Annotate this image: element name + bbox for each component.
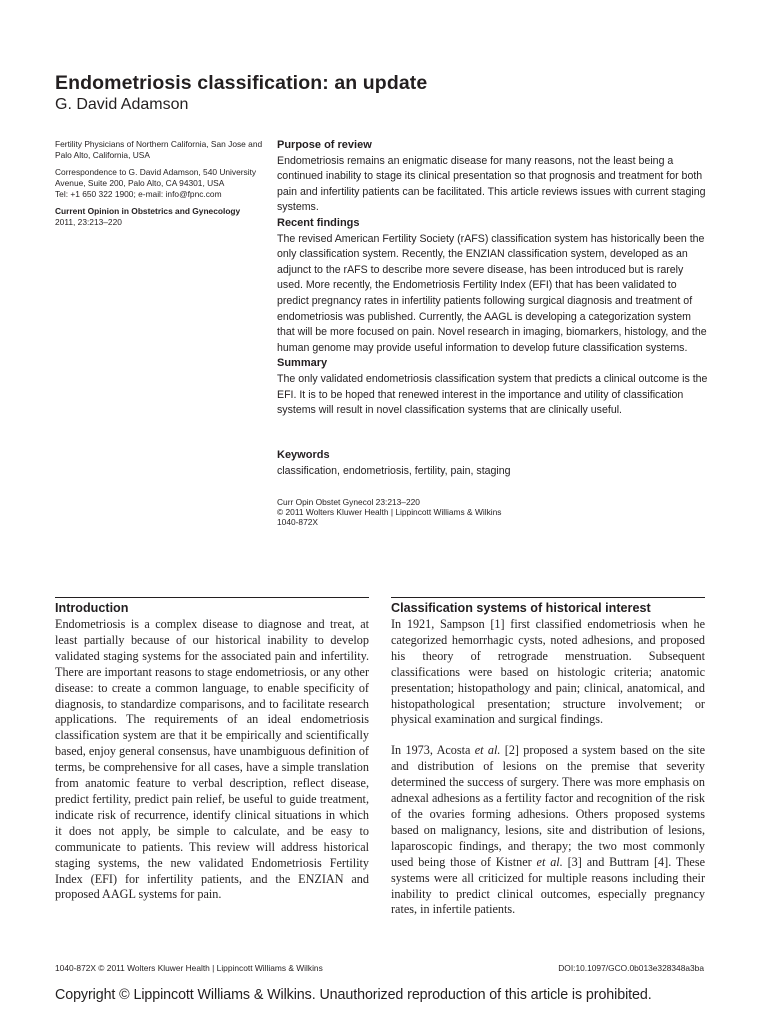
abstract (277, 138, 709, 419)
citation-block (277, 498, 501, 527)
keywords-heading: Keywords (277, 449, 330, 461)
affiliation-block (55, 139, 270, 234)
copyright-notice: Copyright © Lippincott Williams & Wilkins. Unauthorized reproduction of this article is prohibited. (55, 987, 652, 1003)
historical-heading: Classification systems of historical interest (391, 601, 651, 615)
historical-para-2: In 1973, Acosta et al. [2] proposed a system based on the site and distribution of lesions on the premise that severity determined the success of surgery. There was more emphasis on adnexal adhesions as a fertility factor and recognition of the risk of the ovaries forming adhesions. Others proposed systems based on malignancy, lesions, site and distribution of lesions, laparoscopic findings, and therapy; the two most commonly used being those of Kistner et al. [3] and Buttram [4]. These systems were all criticized for multiple reasons including their inability to predict clinical outcomes, especially pregnancy rates, in infertile patients. (391, 743, 706, 917)
article-title: Endometriosis classification: an update (55, 72, 428, 94)
citation-line: 1040-872X (277, 516, 318, 527)
journal-ref: 2011, 23:213–220 (55, 217, 122, 227)
author-name: G. David Adamson (55, 96, 189, 113)
introduction-heading: Introduction (55, 601, 129, 615)
summary-text: The only validated endometriosis classification system that predicts a clinical outcome is the EFI. It is to be hoped that renewed interest in the importance and utility of classification systems will result in novel classification systems that are clinically useful. (277, 372, 708, 417)
section-rule (391, 597, 705, 598)
correspondence-contact: Tel: +1 650 322 1900; e-mail: info@fpnc.com (55, 189, 222, 199)
correspondence-address: Correspondence to G. David Adamson, 540 University Avenue, Suite 200, Palo Alto, CA 94301, USA (55, 167, 257, 188)
historical-column (391, 601, 705, 933)
footer-doi: DOI:10.1097/GCO.0b013e328348a3ba (558, 963, 704, 973)
summary-heading: Summary (277, 357, 328, 370)
footer-issn: 1040-872X © 2011 Wolters Kluwer Health | Lippincott Williams & Wilkins (55, 963, 323, 973)
introduction-text: Endometriosis is a complex disease to diagnose and treat, at least partially because of our historical inability to develop validated staging systems for the associated pain and infertility. There are important reasons to stage endometriosis, or any other disease: to create a common language, to enable specificity of diagnosis, to standardize comparisons, and to facilitate research applications. The requirements of an ideal endometriosis classification system are that it be empirically and scientifically based, enjoy general consensus, have unambiguous definition of terms, be comprehensive for all cases, have a simple translation from anatomic feature to verbal description, reflect disease, predict fertility, predict pain relief, be useful to guide treatment, indicate risk of recurrence, identify clinical situations in which it does not apply, be simple to calculate, and be easy to communicate to patients. This review will address historical staging systems, the new validated Endometriosis Fertility Index (EFI) for infertility patients, and the ENZIAN and proposed AAGL systems for pain. (55, 617, 369, 902)
findings-text: The revised American Fertility Society (rAFS) classification system has historically been the only classification system. Recently, the ENZIAN classification system, developed as an adjunct to the rAFS to describe more severe disease, has been introduced but is rarely used. More recently, the Endometriosis Fertility Index (EFI) that has been validated to predict pregnancy rates in infertility patients following surgical diagnosis and treatment of endometriosis was published. Currently, the AAGL is developing a categorization system that will be more focused on pain. Novel research in imaging, biomarkers, histology, and the human genome may provide useful information to develop future classification systems. (277, 232, 707, 354)
journal-info (55, 206, 270, 228)
keywords-text: classification, endometriosis, fertility, pain, staging (277, 465, 511, 477)
section-rule (55, 597, 369, 598)
findings-heading: Recent findings (277, 216, 360, 229)
citation-line: Curr Opin Obstet Gynecol 23:213–220 (277, 497, 420, 507)
purpose-text: Endometriosis remains an enigmatic disease for many reasons, not the least being a continued inability to stage its clinical presentation so that prognosis and treatment for both pain and infertility patients can be facilitated. This article reviews issues with current staging systems. (277, 154, 706, 214)
correspondence (55, 167, 270, 200)
institution: Fertility Physicians of Northern California, San Jose and Palo Alto, California, USA (55, 139, 263, 160)
purpose-heading: Purpose of review (277, 139, 372, 151)
historical-para-1: In 1921, Sampson [1] first classified endometriosis when he categorized hemorrhagic cysts, noted adhesions, and proposed his theory of retrograde menstruation. Subsequent classifications were based on histologic criteria; anatomic presentation; histopathology and pain; clinical, anatomical, and histopathological presentation; structure involvement; or physical examination and surgical findings. (391, 617, 705, 727)
introduction-column (55, 601, 369, 918)
journal-name: Current Opinion in Obstetrics and Gynecology (55, 206, 241, 216)
citation-line: © 2011 Wolters Kluwer Health | Lippincott Williams & Wilkins (277, 506, 502, 517)
